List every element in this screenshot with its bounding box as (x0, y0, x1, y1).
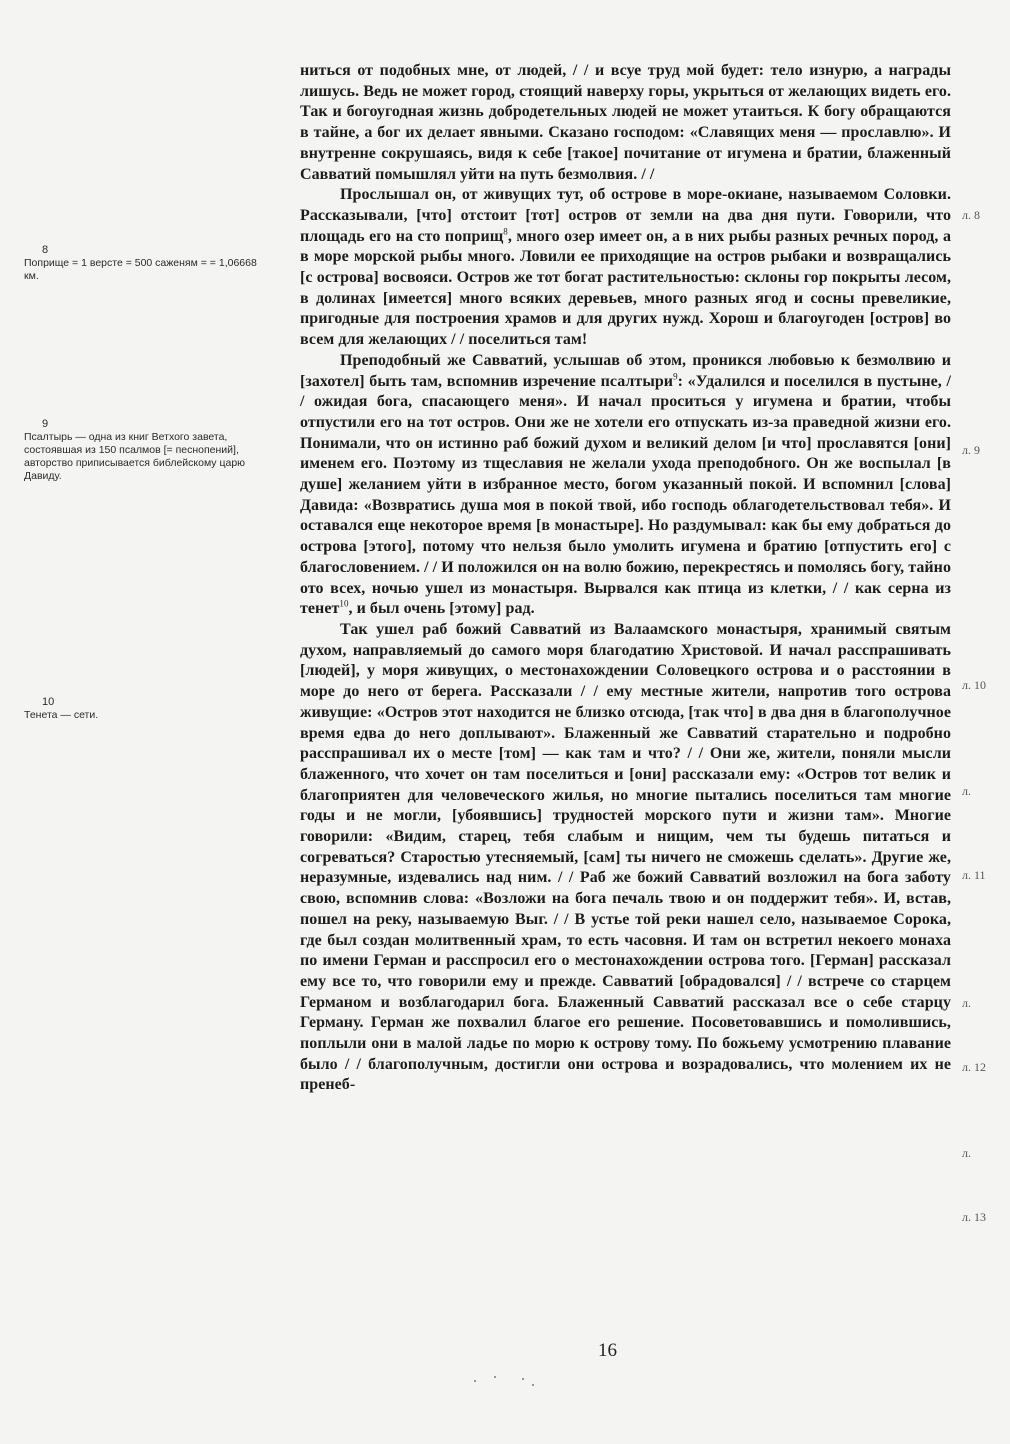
speck (494, 1376, 496, 1378)
speck (522, 1378, 524, 1380)
speck (474, 1380, 476, 1382)
page-number: 16 (598, 1340, 617, 1361)
paragraph-text: Прослышал он, от живущих тут, об острове в море-окиане, называемом Соловки. Рассказывали, [что] отстоит [тот] остров от земли на два дня пути. Говорили, что площадь его на сто поприщ (300, 186, 951, 245)
footnote-9 (24, 418, 274, 483)
speck (532, 1384, 534, 1386)
footnote-text: Псалтырь — одна из книг Ветхого завета, состоявшая из 150 псалмов [= песнопений], авторство приписывается библейскому царю Давиду. (24, 431, 246, 482)
footnote-ref-9[interactable]: 9 (673, 371, 678, 382)
folio-marker: л. (962, 784, 971, 798)
folio-marker: л. 13 (962, 1210, 986, 1224)
paragraph-2 (300, 185, 951, 351)
paragraph-text: : «Удалился и поселился в пустыне, / / ожидая бога, спасающего меня». И начал проситься у игумена и братии, чтобы отпустили его на тот остров. Они же не хотели его отпускать из-за праведной жизни его. Понимали, что он истинно раб божий духом и великий делом [и что] прославятся [они] именем его. Поэтому из тщеславия не желали ухода преподобного. Он же воспылал [в душе] желанием уйти в избранное место, богом указанный покой. И вспомнил [слова] Давида: «Возвратись душа моя в покой твой, ибо господь облагодетельствовал тебя». И оставался еще некоторое время [в монастыре]. Но раздумывал: как бы ему добраться до острова [этого], потому что нельзя было умолить игумена и братию [отпустить его] с благословением. / / И положился он на волю божию, перекрестясь и помолясь богу, тайно ото всех, ночью ушел из монастыря. Вырвался как птица из клетки, / / как серна из тенет (300, 372, 951, 618)
folio-marker: л. 8 (962, 208, 980, 222)
paragraph-text: , и был очень [этому] рад. (348, 600, 535, 618)
folio-marker: л. 11 (962, 868, 986, 882)
footnote-text: Тенета — сети. (24, 709, 99, 721)
main-text-column (300, 61, 951, 1096)
paragraph-text: ниться от подобных мне, от людей, / / и всуе труд мой будет: тело изнурю, а награды лишусь. Ведь не может город, стоящий наверху горы, укрыться от желающих видеть его. Так и богоугодная жизнь добродетельных людей не может утаиться. К богу обращаются в тайне, а бог их делает явными. Сказано господом: «Славящих меня — прославлю». И внутренне сокрушаясь, видя к себе [такое] почитание от игумена и братии, блаженный Савватий помышлял уйти на путь безмолвия. / / (300, 62, 951, 183)
footnote-number: 8 (42, 244, 49, 256)
footnote-ref-8[interactable]: 8 (503, 226, 508, 237)
paragraph-3 (300, 351, 951, 620)
paragraph-1 (300, 61, 951, 185)
paragraph-4 (300, 620, 951, 1096)
footnote-8 (24, 244, 274, 283)
folio-marker: л. 12 (962, 1060, 986, 1074)
paragraph-text: Преподобный же Савватий, услышав об этом, проникся любовью к безмолвию и [захотел] быть там, вспомнив изречение псалтыри (300, 351, 951, 390)
scan-specks (470, 1374, 550, 1390)
footnote-text: Поприще = 1 версте = 500 саженям = = 1,06668 км. (24, 257, 257, 282)
folio-marker: л. 10 (962, 678, 986, 692)
footnote-number: 10 (42, 696, 55, 708)
folio-marker: л. 9 (962, 443, 980, 457)
folio-marker: л. (962, 996, 971, 1010)
footnote-number: 9 (42, 418, 49, 430)
paragraph-text: Так ушел раб божий Савватий из Валаамского монастыря, хранимый святым духом, направляемый до самого моря благодатию Христовой. И начал расспрашивать [людей], у моря живущих, о местонахождении Соловецкого острова и о расстоянии в море до него от берега. Рассказали / / ему местные жители, напротив того острова живущие: «Остров этот находится не близко отсюда, [так что] в два дня в благополучное время едва до него доплывают». Блаженный же Савватий старательно и подробно расспрашивал их о месте [том] — как там и что? / / Они же, жители, поняли мысли блаженного, что хочет он там поселиться и [они] рассказали ему: «Остров тот велик и благоприятен для человеческого жилья, но многие пытались поселиться там многие годы и не могли, [убоявшись] трудностей морского пути и жизни там». Многие говорили: «Видим, старец, тебя слабым и нищим, чем ты будешь питаться и согреваться? Старостью утесняемый, [сам] ты ничего не сможешь сделать». Другие же, неразумные, издевались над ним. / / Раб же божий Савватий возложил на бога заботу свою, вспомнив слова: «Возложи на бога печаль твою и он поддержит тебя». И, встав, пошел на реку, называемую Выг. / / В устье той реки нашел село, называемое Сорока, где был создан молитвенный храм, то есть часовня. И там он встретил некоего монаха по имени Герман и расспросил его о местонахождении острова того. [Герман] рассказал ему все то, что говорили ему и прежде. Савватий [обрадовался] / / встрече со старцем Германом и возблагодарил бога. Блаженный Савватий рассказал все о себе старцу Герману. Герман же похвалил благое его решение. Посоветовавшись и помолившись, поплыли они в малой ладье по морю к острову тому. По божьему усмотрению плавание было / / благополучным, достигли они острова и возрадовались, что молением их не пренеб- (300, 620, 951, 1094)
paragraph-text: , много озер имеет он, а в них рыбы разных речных пород, а в море морской рыбы много. Ловили ее приходящие на остров рыбаки и возвращались [с острова] восвояси. Остров же тот богат растительностью: склоны гор покрыты лесом, в долинах [имеется] много всяких деревьев, много разных ягод и сосны превеликие, пригодные для построения храмов и для других нужд. Хорош и благоугоден [остров] во всем для желающих / / поселиться там! (300, 227, 951, 349)
footnote-10 (24, 696, 274, 722)
folio-marker: л. (962, 1146, 971, 1160)
footnote-ref-10[interactable]: 10 (339, 598, 349, 609)
